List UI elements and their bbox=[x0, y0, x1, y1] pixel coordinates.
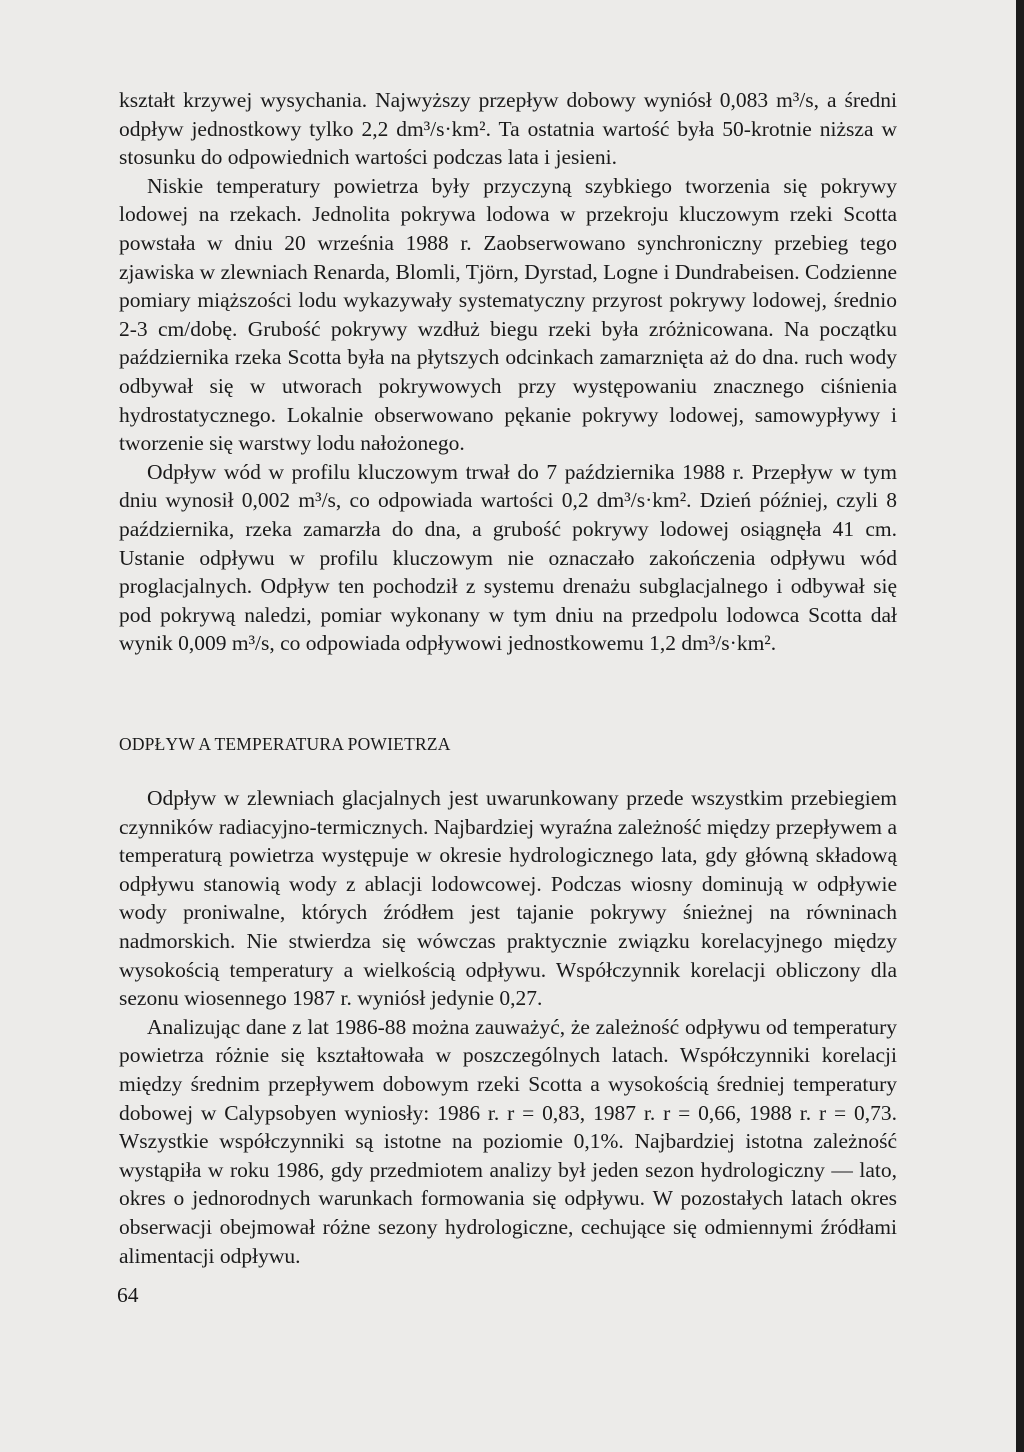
section-temperature bbox=[119, 784, 897, 1270]
paragraph: kształt krzywej wysychania. Najwyższy przepływ dobowy wyniósł 0,083 m³/s, a średni odpływ jednostkowy tylko 2,2 dm³/s·km². Ta ostatnia wartość była 50-krotnie niższa w stosunku do odpowiednich wartości podczas lata i jesieni. bbox=[119, 88, 897, 170]
paragraph: Odpływ w zlewniach glacjalnych jest uwarunkowany przede wszystkim przebiegiem czynników radiacyjno-termicznych. Najbardziej wyraźna zależność między przepływem a temperaturą powietrza występuje w okresie hydrologicznego lata, gdy główną składową odpływu stanowią wody z ablacji lodowcowej. Podczas wiosny dominują w odpływie wody proniwalne, których źródłem jest tajanie pokrywy śnieżnej na równinach nadmorskich. Nie stwierdza się wówczas praktycznie związku korelacyjnego między wysokością temperatury a wielkością odpływu. Współczynnik korelacji obliczony dla sezonu wiosennego 1987 r. wyniósł jedynie 0,27. bbox=[119, 786, 897, 1011]
section-heading: ODPŁYW A TEMPERATURA POWIETRZA bbox=[119, 734, 451, 754]
paragraph: Niskie temperatury powietrza były przyczyną szybkiego tworzenia się pokrywy lodowej na rzekach. Jednolita pokrywa lodowa w przekroju kluczowym rzeki Scotta powstała w dniu 20 września 1988 r. Zaobserwowano synchroniczny przebieg tego zjawiska w zlewniach Renarda, Blomli, Tjörn, Dyrstad, Logne i Dundrabeisen. Codzienne pomiary miąższości lodu wykazywały systematyczny przyrost pokrywy lodowej, średnio 2-3 cm/dobę. Grubość pokrywy wzdłuż biegu rzeki była zróżnicowana. Na początku października rzeka Scotta była na płytszych odcinkach zamarznięta aż do dna. ruch wody odbywał się w utworach pokrywowych przy występowaniu znacznego ciśnienia hydrostatycznego. Lokalnie obserwowano pękanie pokrywy lodowej, samowypływy i tworzenie się warstwy lodu nałożonego. bbox=[119, 173, 897, 456]
paragraph: Odpływ wód w profilu kluczowym trwał do 7 października 1988 r. Przepływ w tym dniu wynosił 0,002 m³/s, co odpowiada wartości 0,2 dm³/s·km². Dzień później, czyli 8 października, rzeka zamarzła do dna, a grubość pokrywy lodowej osiągnęła 41 cm. Ustanie odpływu w profilu kluczowym nie oznaczało zakończenia odpływu wód proglacjalnych. Odpływ ten pochodził z systemu drenażu subglacjalnego i odbywał się pod pokrywą naledzi, pomiar wykonany w tym dniu na przedpolu lodowca Scotta dał wynik 0,009 m³/s, co odpowiada odpływowi jednostkowemu 1,2 dm³/s·km². bbox=[119, 459, 897, 656]
scan-edge bbox=[1016, 0, 1024, 1452]
page-number: 64 bbox=[117, 1283, 139, 1307]
paragraph: Analizując dane z lat 1986-88 można zauważyć, że zależność odpływu od temperatury powietrza różnie się kształtowała w poszczególnych latach. Współczynniki korelacji między średnim przepływem dobowym rzeki Scotta a wysokością średniej temperatury dobowej w Calypsobyen wyniosły: 1986 r. r = 0,83, 1987 r. r = 0,66, 1988 r. r = 0,73. Wszystkie współczynniki są istotne na poziomie 0,1%. Najbardziej istotna zależność wystąpiła w roku 1986, gdy przedmiotem analizy był jeden sezon hydrologiczny — lato, okres o jednorodnych warunkach formowania się odpływu. W pozostałych latach okres obserwacji obejmował różne sezony hydrologiczne, cechujące się odmiennymi źródłami alimentacji odpływu. bbox=[119, 1014, 897, 1268]
section-ice-cover bbox=[119, 86, 897, 658]
